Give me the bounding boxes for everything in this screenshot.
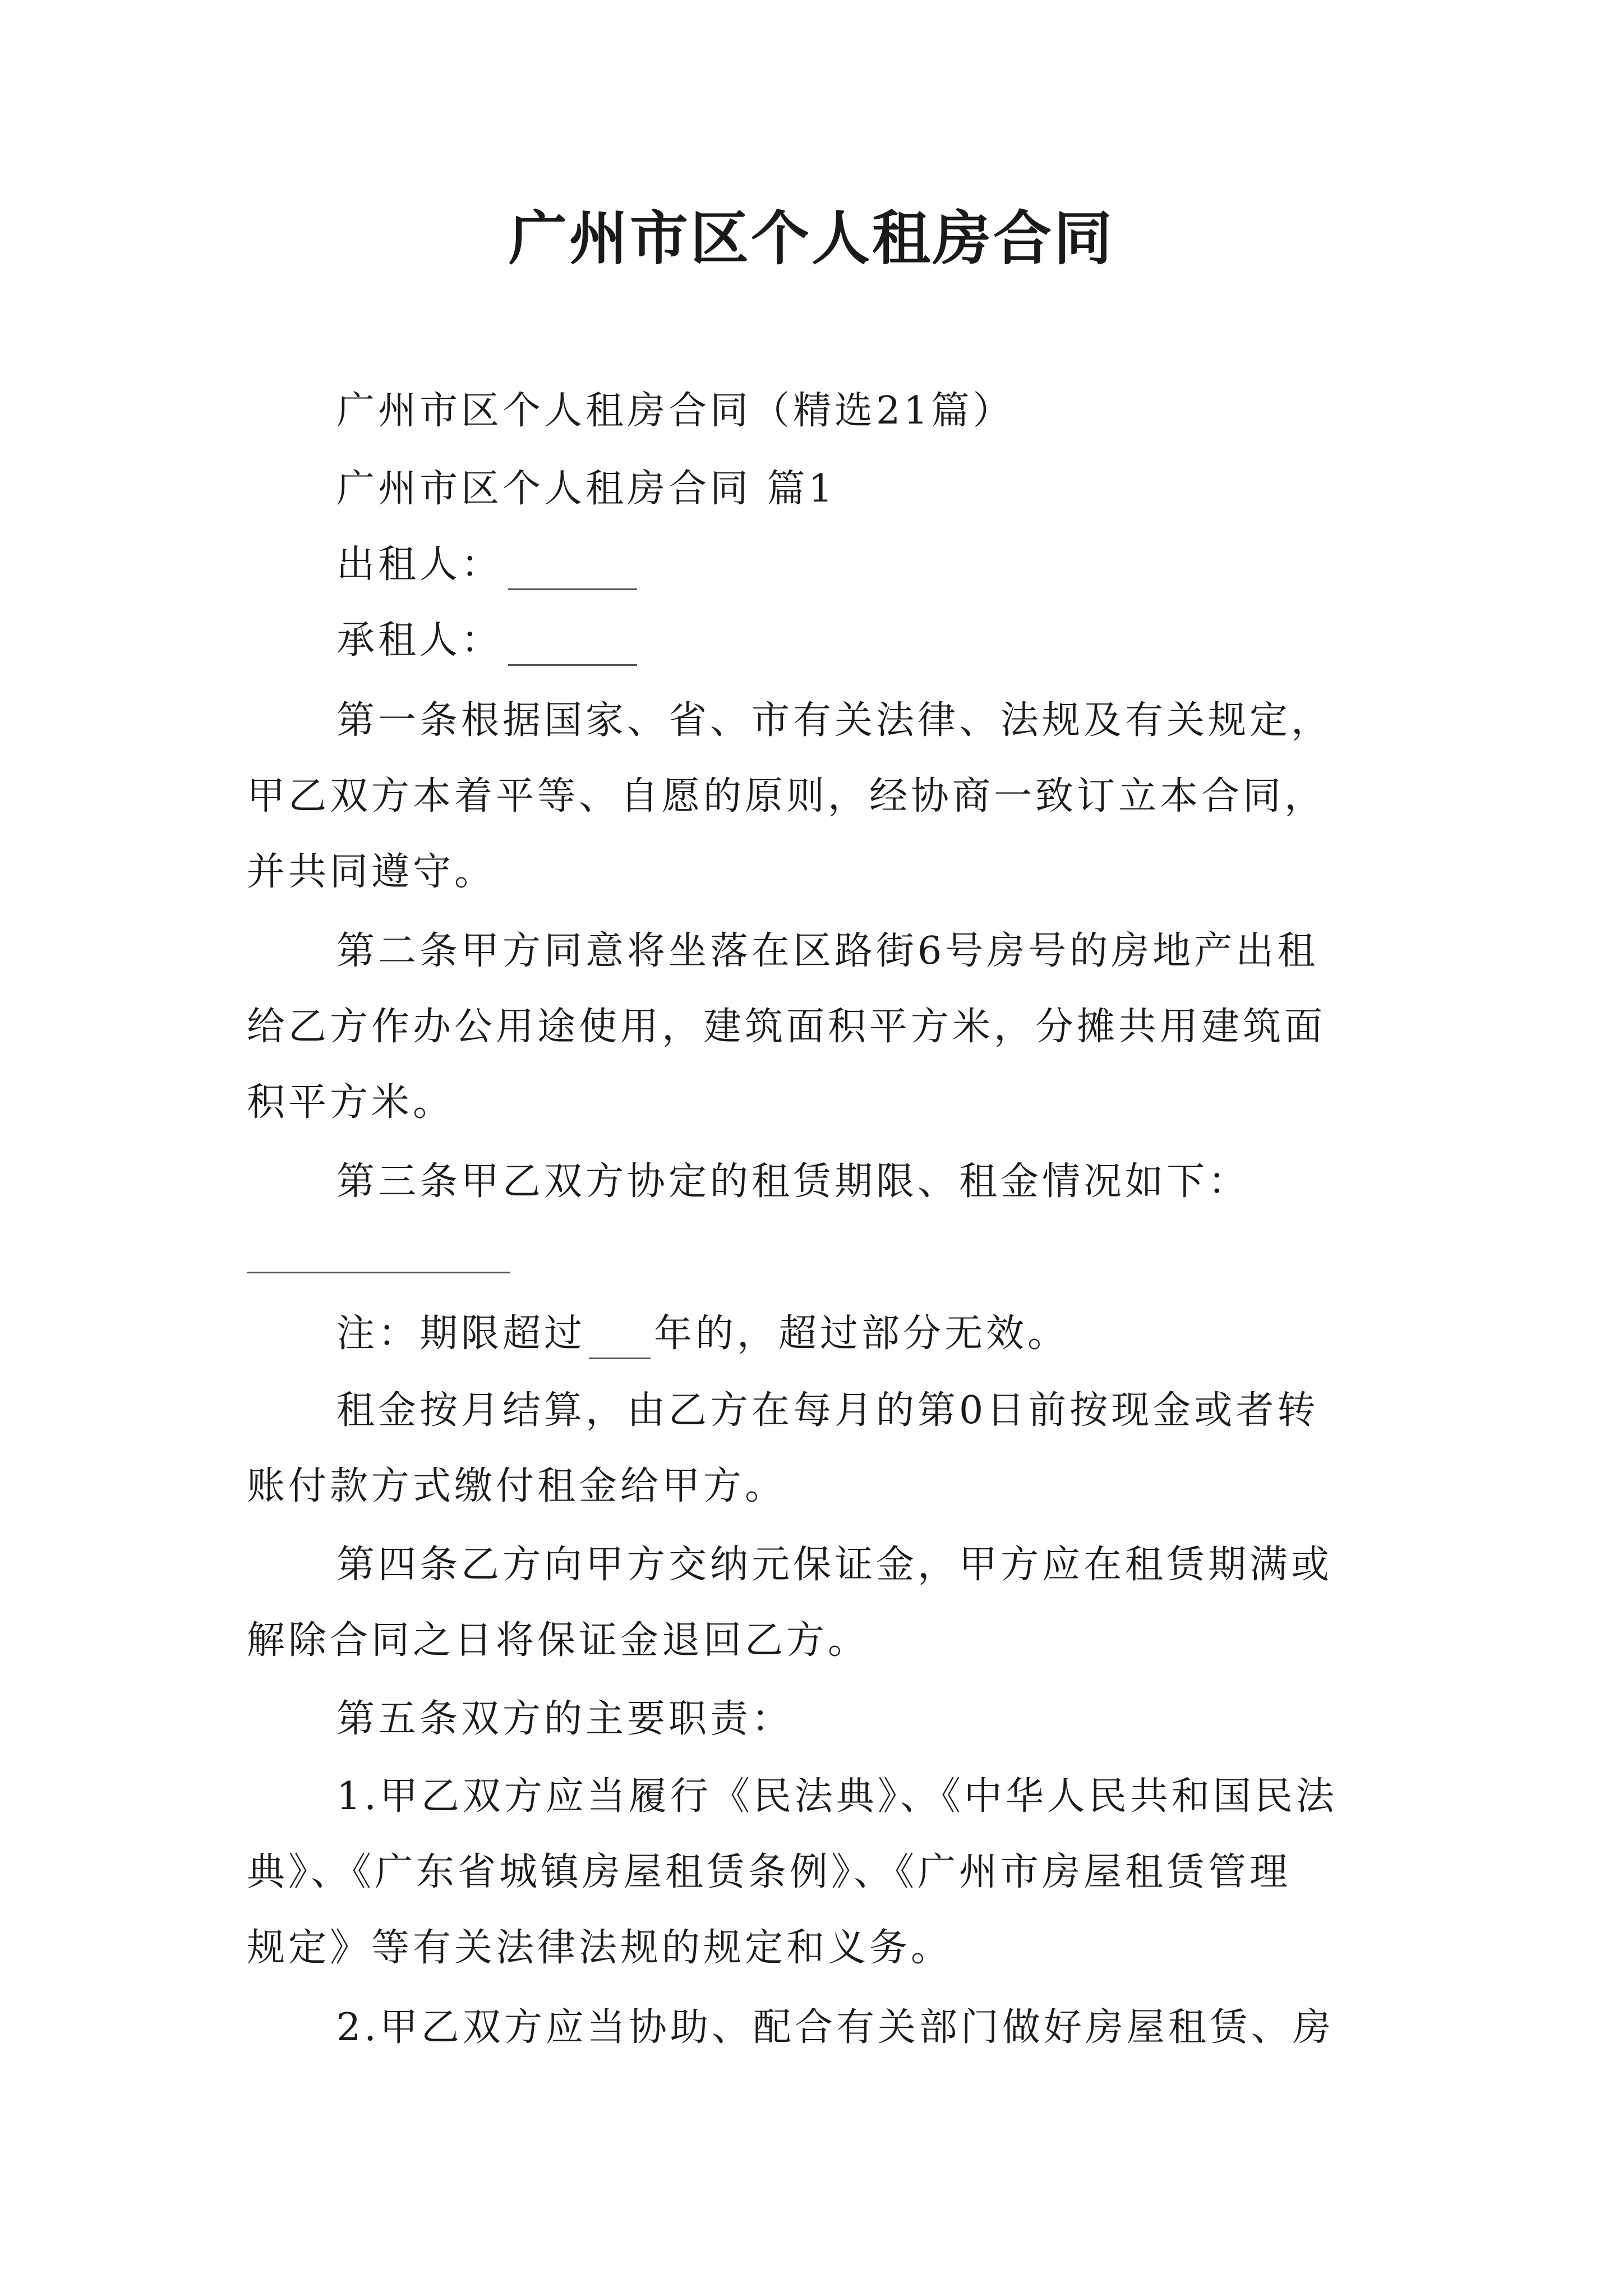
note-before: 注：期限超过 <box>336 1312 586 1356</box>
document-title: 广州市区个人租房合同 <box>508 204 1114 273</box>
lessor-blank <box>508 555 637 590</box>
article-1-line-2: 甲乙双方本着平等、自愿的原则，经协商一致订立本合同， <box>247 774 1326 818</box>
article-3: 第三条甲乙双方协定的租赁期限、租金情况如下： <box>336 1159 1250 1204</box>
note-after: 年的，超过部分无效。 <box>654 1312 1069 1356</box>
item-2-line-1: 2.甲乙双方应当协助、配合有关部门做好房屋租赁、房 <box>336 2005 1334 2050</box>
item-1-line-3: 规定》等有关法律法规的规定和义务。 <box>247 1926 953 1970</box>
article-5: 第五条双方的主要职责： <box>336 1697 794 1741</box>
article-4-line-1: 第四条乙方向甲方交纳元保证金，甲方应在租赁期满或 <box>336 1543 1333 1587</box>
document-subtitle: 广州市区个人租房合同（精选21篇） <box>336 389 1015 433</box>
lessee-line <box>336 615 637 666</box>
table-placeholder-rule <box>247 1272 510 1273</box>
item-1-line-2: 典》、《广东省城镇房屋租赁条例》、《广州市房屋租赁管理 <box>247 1850 1292 1894</box>
article-1-line-3: 并共同遵守。 <box>247 850 496 894</box>
article-2-line-2: 给乙方作办公用途使用，建筑面积平方米，分摊共用建筑面 <box>247 1005 1326 1049</box>
rent-line-1: 租金按月结算，由乙方在每月的第0日前按现金或者转 <box>336 1388 1319 1433</box>
article-2-line-1: 第二条甲方同意将坐落在区路街6号房号的房地产出租 <box>336 929 1319 973</box>
lessee-blank <box>508 631 637 666</box>
rent-line-2: 账付款方式缴付租金给甲方。 <box>247 1464 787 1508</box>
article-4-line-2: 解除合同之日将保证金退回乙方。 <box>247 1618 870 1663</box>
article-2-line-3: 积平方米。 <box>247 1080 455 1125</box>
lessor-line <box>336 540 637 590</box>
section-heading: 广州市区个人租房合同 篇1 <box>336 467 836 511</box>
item-1-line-1: 1.甲乙双方应当履行《民法典》、《中华人民共和国民法 <box>336 1774 1338 1819</box>
article-1-line-1: 第一条根据国家、省、市有关法律、法规及有关规定， <box>336 698 1333 743</box>
lessee-label: 承租人： <box>336 618 503 662</box>
lessor-label: 出租人： <box>336 542 503 587</box>
note-blank <box>589 1324 651 1359</box>
note-line <box>336 1309 1069 1359</box>
